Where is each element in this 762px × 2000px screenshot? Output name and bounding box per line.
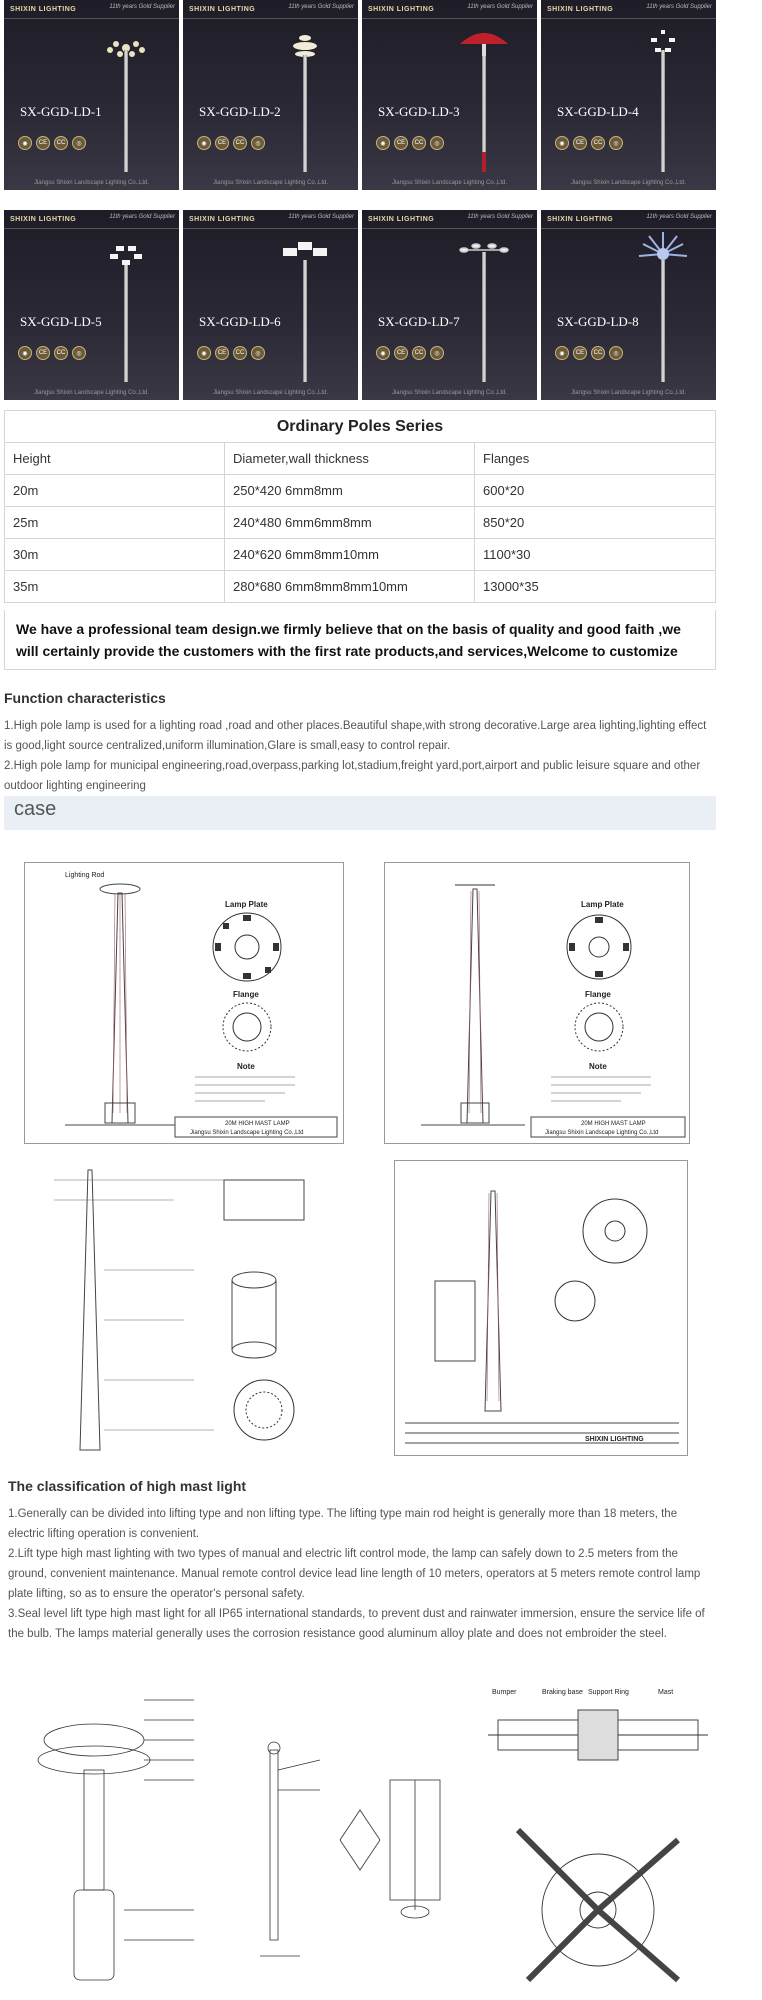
table-cell: 35m [5, 571, 225, 603]
cert-icon: CC [54, 346, 68, 360]
table-cell: 1100*30 [475, 539, 716, 571]
supplier-tag: 11th years Gold Supplier [109, 4, 175, 10]
table-note: We have a professional team design.we firmly believe that on the basis of quality and good faith ,we will certainly provide the customers with the first rate products,and services,Welcome to customize [4, 610, 716, 670]
product-card[interactable] [4, 0, 179, 190]
cert-icon: ◎ [609, 136, 623, 150]
certification-icons [197, 136, 265, 150]
brand-label: SHIXIN LIGHTING [368, 216, 435, 223]
mast-drawing-svg [25, 863, 343, 1143]
brand-label: SHIXIN LIGHTING [189, 6, 256, 13]
table-header: Diameter,wall thickness [225, 443, 475, 475]
company-name: Jiangsu Shixin Landscape Lighting Co.,Ltd. [570, 180, 687, 186]
cert-icon: CC [233, 346, 247, 360]
classification-heading: The classification of high mast light [8, 1478, 247, 1494]
pole [303, 55, 307, 172]
company-name: Jiangsu Shixin Landscape Lighting Co.,Ltd. [33, 390, 150, 396]
drawing-label: Note [589, 1062, 607, 1071]
table-cell: 20m [5, 475, 225, 507]
drawing-label: Support Ring [588, 1689, 629, 1696]
brand-label: SHIXIN LIGHTING [189, 216, 256, 223]
cert-icon: ◎ [609, 346, 623, 360]
pole [124, 265, 128, 382]
table-cell: 240*480 6mm6mm8mm [225, 507, 475, 539]
cert-icon: ◎ [72, 346, 86, 360]
model-name: SX-GGD-LD-4 [557, 104, 639, 119]
lift-mechanism-svg [14, 1680, 214, 1992]
certification-icons [376, 136, 444, 150]
table-header-row [5, 443, 716, 475]
certification-icons [555, 346, 623, 360]
table-cell: 250*420 6mm8mm [225, 475, 475, 507]
drawing-20m-mast-2 [384, 862, 690, 1144]
cert-icon: CE [573, 346, 587, 360]
cert-icon: ◉ [555, 346, 569, 360]
table-row [5, 539, 716, 571]
product-card[interactable] [541, 0, 716, 190]
brand-label: SHIXIN LIGHTING [368, 6, 435, 13]
certification-icons [197, 346, 265, 360]
cert-icon: ◎ [251, 136, 265, 150]
drawing-wiring [220, 1680, 470, 1992]
cert-icon: ◉ [197, 346, 211, 360]
classification-paragraph-3: 3.Seal level lift type high mast light for all IP65 international standards, to prevent dust and rainwater immersion, ensure the service life of the bulb. The lamps material generally uses the corrosion resistance good aluminum alloy plate and does not embroider the steel. [8, 1608, 705, 1640]
company-name: Jiangsu Shixin Landscape Lighting Co.,Ltd. [33, 180, 150, 186]
drawing-caption: 20M HIGH MAST LAMP [581, 1121, 646, 1127]
model-name: SX-GGD-LD-1 [20, 104, 102, 119]
certification-icons [376, 346, 444, 360]
model-name: SX-GGD-LD-7 [378, 314, 460, 329]
cert-icon: CC [412, 346, 426, 360]
company-name: Jiangsu Shixin Landscape Lighting Co.,Ltd. [391, 390, 508, 396]
table-cell: 850*20 [475, 507, 716, 539]
table-cell: 240*620 6mm8mm10mm [225, 539, 475, 571]
cert-icon: CC [591, 346, 605, 360]
drawing-label: Mast [658, 1689, 674, 1696]
function-paragraph-1: 1.High pole lamp is used for a lighting road ,road and other places.Beautiful shape,with strong decorative.Large area lighting,lighting effect is good,light source centralized,uniform illumination,Glare is small,easy to control repair. [4, 720, 707, 752]
drawing-label: Note [237, 1062, 255, 1071]
cert-icon: ◉ [18, 346, 32, 360]
cert-icon: CE [36, 136, 50, 150]
table-row [5, 475, 716, 507]
supplier-tag: 11th years Gold Supplier [646, 4, 712, 10]
mast-drawing-svg [385, 863, 689, 1143]
cert-icon: CE [394, 136, 408, 150]
function-heading: Function characteristics [4, 690, 166, 706]
pole [661, 260, 665, 382]
brand-label: SHIXIN LIGHTING [10, 216, 77, 223]
drawing-logo: SHIXIN LIGHTING [585, 1436, 644, 1443]
certification-icons [555, 136, 623, 150]
model-name: SX-GGD-LD-5 [20, 314, 102, 329]
mast-section-svg [24, 1160, 344, 1456]
table-title: Ordinary Poles Series [5, 411, 716, 443]
model-name: SX-GGD-LD-2 [199, 104, 281, 119]
cert-icon: ◉ [376, 136, 390, 150]
drawing-mast-chinese [394, 1160, 688, 1456]
drawing-label: Braking base [542, 1689, 583, 1696]
supplier-tag: 11th years Gold Supplier [288, 214, 354, 220]
product-card[interactable] [541, 210, 716, 400]
table-header: Height [5, 443, 225, 475]
table-cell: 600*20 [475, 475, 716, 507]
table-cell: 30m [5, 539, 225, 571]
table-cell: 25m [5, 507, 225, 539]
cert-icon: CE [394, 346, 408, 360]
drawing-label: Bumper [492, 1689, 517, 1696]
certification-icons [18, 346, 86, 360]
table-header: Flanges [475, 443, 716, 475]
product-card[interactable] [4, 210, 179, 400]
certification-icons [18, 136, 86, 150]
model-name: SX-GGD-LD-3 [378, 104, 460, 119]
wiring-svg [220, 1680, 470, 1992]
cert-icon: CC [412, 136, 426, 150]
table-cell: 280*680 6mm8mm8mm10mm [225, 571, 475, 603]
brand-label: SHIXIN LIGHTING [10, 6, 77, 13]
table-cell: 13000*35 [475, 571, 716, 603]
product-card[interactable] [183, 0, 358, 190]
product-card[interactable] [362, 210, 537, 400]
drawing-lift-mechanism [14, 1680, 214, 1992]
drawing-label: Lamp Plate [225, 900, 268, 909]
support-ring-svg [478, 1680, 718, 1992]
drawing-mast-section [24, 1160, 344, 1456]
cert-icon: ◎ [430, 346, 444, 360]
supplier-tag: 11th years Gold Supplier [467, 214, 533, 220]
cert-icon: ◉ [18, 136, 32, 150]
pole [482, 252, 486, 382]
cert-icon: CC [233, 136, 247, 150]
cert-icon: CE [573, 136, 587, 150]
cert-icon: ◉ [376, 346, 390, 360]
table-row [5, 571, 716, 603]
cert-icon: CE [215, 136, 229, 150]
supplier-tag: 11th years Gold Supplier [467, 4, 533, 10]
pole [303, 260, 307, 382]
classification-paragraph-1: 1.Generally can be divided into lifting type and non lifting type. The lifting type main rod height is generally more than 18 meters, the electric lifting operation is convenient. [8, 1508, 678, 1540]
drawing-caption: 20M HIGH MAST LAMP [225, 1121, 290, 1127]
table-row [5, 507, 716, 539]
supplier-tag: 11th years Gold Supplier [109, 214, 175, 220]
model-name: SX-GGD-LD-6 [199, 314, 281, 329]
drawing-company: Jiangsu Shixin Landscape Lighting Co.,Ltd [545, 1130, 659, 1136]
drawing-support-ring [478, 1680, 718, 1992]
cert-icon: ◎ [430, 136, 444, 150]
cert-icon: CE [215, 346, 229, 360]
drawing-company: Jiangsu Shixin Landscape Lighting Co.,Ltd [190, 1130, 304, 1136]
product-card[interactable] [362, 0, 537, 190]
company-name: Jiangsu Shixin Landscape Lighting Co.,Ltd. [212, 390, 329, 396]
pole [124, 50, 128, 172]
model-name: SX-GGD-LD-8 [557, 314, 639, 329]
cert-icon: ◎ [72, 136, 86, 150]
company-name: Jiangsu Shixin Landscape Lighting Co.,Ltd. [570, 390, 687, 396]
product-card[interactable] [183, 210, 358, 400]
mast-chinese-svg [395, 1161, 687, 1455]
company-name: Jiangsu Shixin Landscape Lighting Co.,Ltd. [391, 180, 508, 186]
case-section-header: case [4, 796, 716, 830]
pole [482, 56, 486, 172]
drawing-label: Flange [233, 990, 259, 999]
pole [661, 50, 665, 172]
brand-label: SHIXIN LIGHTING [547, 216, 614, 223]
cert-icon: ◉ [555, 136, 569, 150]
drawing-20m-mast-1 [24, 862, 344, 1144]
company-name: Jiangsu Shixin Landscape Lighting Co.,Ltd. [212, 180, 329, 186]
cert-icon: CE [36, 346, 50, 360]
supplier-tag: 11th years Gold Supplier [646, 214, 712, 220]
drawing-label: Lighting Rod [65, 872, 105, 879]
cert-icon: ◎ [251, 346, 265, 360]
brand-label: SHIXIN LIGHTING [547, 6, 614, 13]
cert-icon: CC [591, 136, 605, 150]
poles-table [4, 410, 716, 603]
cert-icon: CC [54, 136, 68, 150]
function-paragraph-2: 2.High pole lamp for municipal engineering,road,overpass,parking lot,stadium,freight yard,port,airport and public leisure square and other outdoor lighting engineering [4, 760, 701, 792]
drawing-label: Flange [585, 990, 611, 999]
supplier-tag: 11th years Gold Supplier [288, 4, 354, 10]
cert-icon: ◉ [197, 136, 211, 150]
drawing-label: Lamp Plate [581, 900, 624, 909]
classification-paragraph-2: 2.Lift type high mast lighting with two types of manual and electric lift control mode, the lamp can safely down to 2.5 meters from the ground, convenient maintenance. Manual remote control device lead line length of 10 meters, operators at 5 meters remote control lamp plate lifting, so as to ensure the operator's personal safety. [8, 1548, 701, 1600]
